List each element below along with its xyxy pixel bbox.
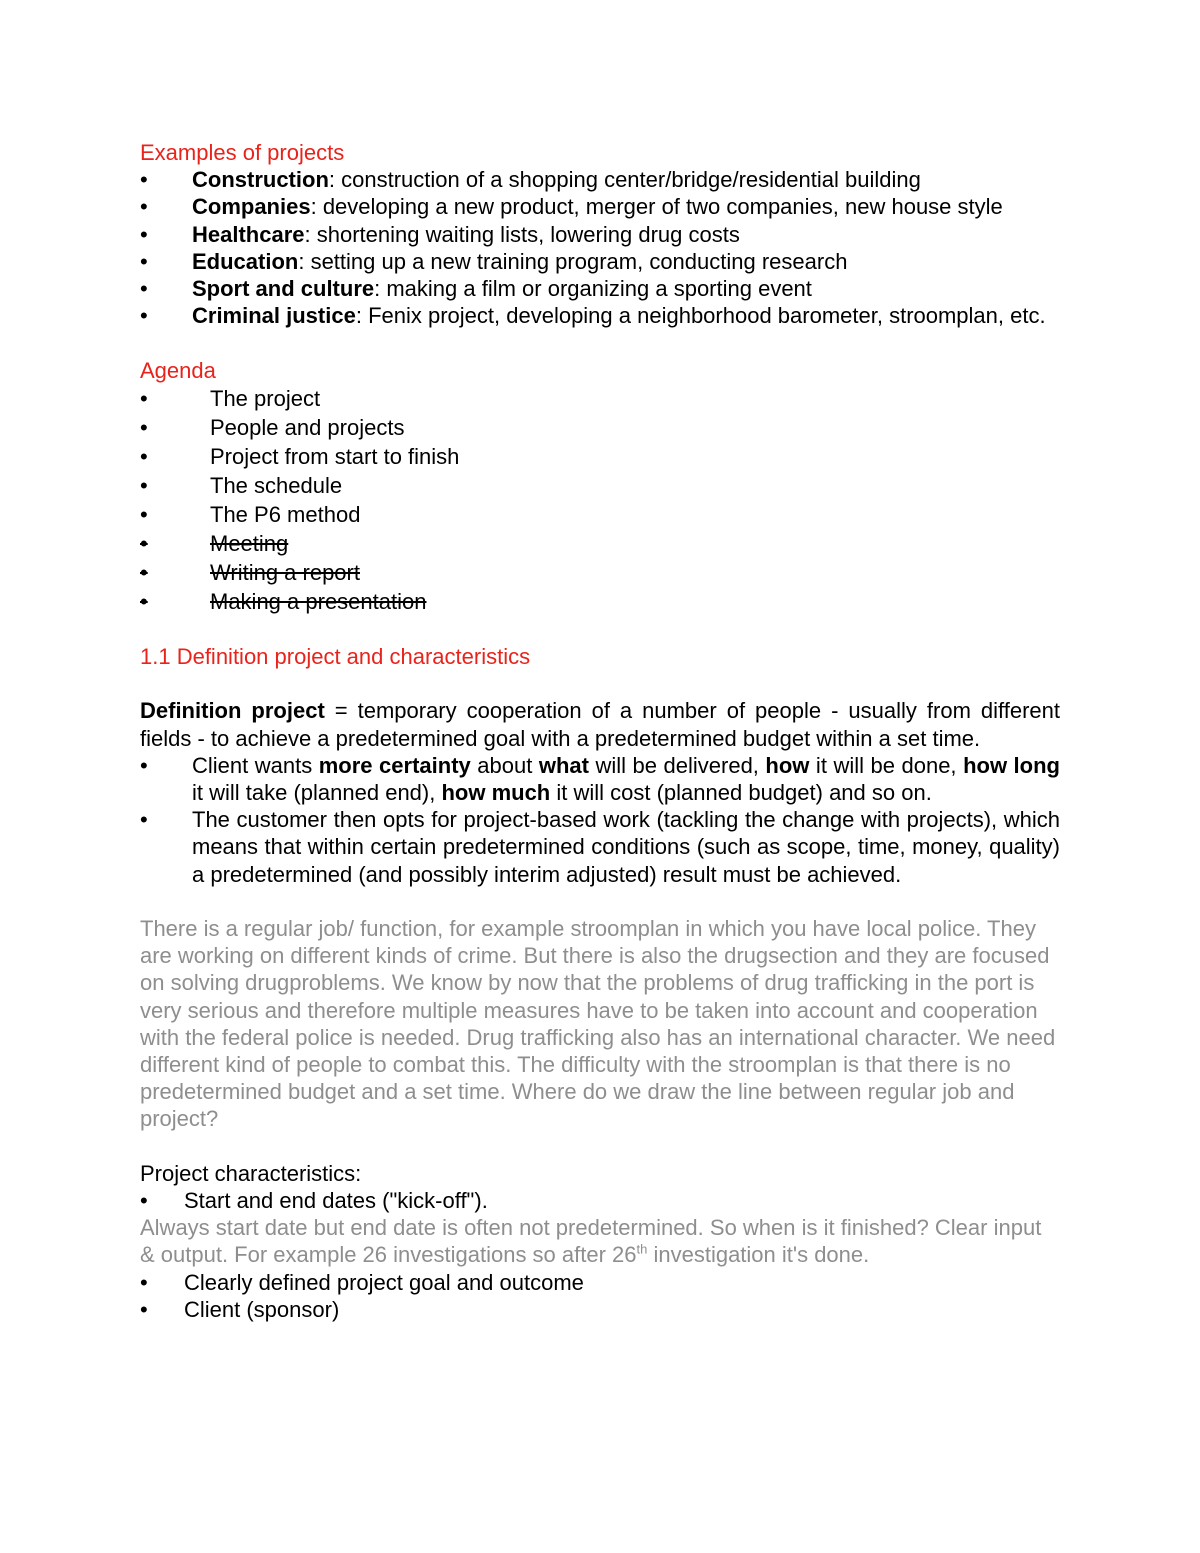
note-paragraph: There is a regular job/ function, for example stroomplan in which you have local police. They are working on different kinds of crime. But there is also the drugsection and they are focused on solving drugproblems. We know by now that the problems of drug trafficking in the port is very serious and therefore multiple measures have to be taken into account and cooperation with the federal police is needed. Drug trafficking also has an international character. We need different kind of people to combat this. The difficulty with the stroomplan is that there is no predetermined budget and a set time. Where do we draw the line between regular job and project? [140, 916, 1056, 1132]
bullet-icon: • [140, 303, 148, 329]
list-item [140, 302, 1060, 329]
item-text: : construction of a shopping center/bridge/residential building [328, 167, 921, 193]
bullet-icon: • [140, 1188, 148, 1214]
text-run: it will take (planned end), [192, 780, 442, 805]
characteristics-list [140, 1187, 1060, 1214]
spacer [140, 329, 1060, 356]
item-text: : shortening waiting lists, lowering drug costs [304, 221, 740, 247]
text-run: about [470, 752, 539, 778]
bullet-icon: • [140, 530, 148, 556]
bullet-icon: • [140, 588, 148, 614]
list-item [140, 1269, 1060, 1296]
list-item [140, 752, 1060, 806]
bullet-icon: • [140, 1296, 148, 1322]
characteristics-note [140, 1214, 1060, 1268]
agenda-list [140, 384, 1060, 616]
agenda-item [140, 384, 1060, 413]
spacer [140, 1133, 1060, 1160]
examples-list [140, 166, 1060, 329]
item-term: Criminal justice [192, 303, 356, 329]
bullet-icon: • [140, 1269, 148, 1295]
superscript: th [636, 1242, 648, 1258]
agenda-item-label: The P6 method [210, 501, 361, 527]
bullet-icon: • [140, 807, 148, 833]
item-text: : making a film or organizing a sporting event [374, 276, 812, 302]
item-term: Healthcare [192, 221, 305, 247]
text-run: it will be done, [809, 752, 964, 778]
section-heading: 1.1 Definition project and characteristics [140, 644, 531, 669]
document-content [140, 139, 1060, 1323]
bullet-icon: • [140, 385, 148, 411]
item-text: The customer then opts for project-based work (tackling the change with projects), which means that within certain predetermined conditions (such as scope, time, money, quality) a predetermined (and possibly interim adjusted) result must be achieved. [192, 807, 1060, 887]
item-text: Client (sponsor) [184, 1296, 340, 1322]
agenda-item [140, 529, 1060, 558]
agenda-item [140, 442, 1060, 471]
agenda-item-label: People and projects [210, 414, 405, 440]
text-run: it will cost (planned budget) and so on. [550, 780, 932, 805]
bullet-icon: • [140, 752, 148, 778]
list-item [140, 248, 1060, 275]
list-item [140, 166, 1060, 193]
text-run: Always start date but end date is often not predetermined. So when is it finished? Clear input & output. For example 26 investigations so after 26 [140, 1215, 1042, 1268]
definition-list [140, 752, 1060, 888]
agenda-item-label: The project [210, 385, 321, 411]
definition-paragraph [140, 697, 1060, 751]
agenda-heading: Agenda [140, 357, 216, 383]
item-text: Start and end dates ("kick-off"). [184, 1188, 488, 1214]
characteristics-heading: Project characteristics: [140, 1160, 362, 1186]
agenda-item [140, 500, 1060, 529]
item-term: Construction [192, 167, 329, 193]
bold-run: what [538, 752, 589, 778]
bullet-icon: • [140, 559, 148, 585]
text-run: will be delivered, [588, 752, 766, 778]
bold-run: how much [441, 780, 551, 805]
bold-run: how long [963, 752, 1060, 778]
item-text: Clearly defined project goal and outcome [184, 1269, 584, 1295]
agenda-item-label: Making a presentation [210, 588, 427, 614]
bullet-icon: • [140, 167, 148, 193]
agenda-item-label: Meeting [210, 530, 289, 556]
bold-run: more certainty [318, 752, 471, 778]
text-run: investigation it's done. [647, 1242, 870, 1268]
list-item [140, 221, 1060, 248]
item-term: Sport and culture [192, 276, 375, 302]
item-term: Companies [192, 194, 311, 220]
agenda-item-label: Writing a report [210, 559, 360, 585]
bullet-icon: • [140, 248, 148, 274]
characteristics-list-2 [140, 1269, 1060, 1323]
agenda-item [140, 587, 1060, 616]
bullet-icon: • [140, 414, 148, 440]
item-term: Education [192, 248, 299, 274]
bullet-icon: • [140, 472, 148, 498]
list-item [140, 1296, 1060, 1323]
item-text: : setting up a new training program, conducting research [298, 248, 848, 274]
agenda-item [140, 558, 1060, 587]
agenda-item-label: Project from start to finish [210, 443, 460, 469]
text-run: Client wants [192, 752, 319, 778]
bullet-icon: • [140, 443, 148, 469]
list-item [140, 193, 1060, 220]
bullet-icon: • [140, 194, 148, 220]
bold-run: how [765, 752, 810, 778]
definition-term: Definition project [140, 698, 325, 724]
list-item [140, 275, 1060, 302]
spacer [140, 616, 1060, 643]
agenda-item [140, 471, 1060, 500]
spacer [140, 670, 1060, 697]
examples-heading: Examples of projects [140, 140, 345, 165]
list-item [140, 1187, 1060, 1214]
agenda-item [140, 413, 1060, 442]
bullet-icon: • [140, 501, 148, 527]
definition-text: = temporary cooperation of a number of people - usually from different fields - to achieve a predetermined goal with a predetermined budget within a set time. [140, 698, 1060, 751]
item-text: : developing a new product, merger of two companies, new house style [310, 194, 1003, 220]
spacer [140, 888, 1060, 915]
bullet-icon: • [140, 221, 148, 247]
list-item [140, 806, 1060, 888]
agenda-item-label: The schedule [210, 472, 343, 498]
item-text: : Fenix project, developing a neighborhood barometer, stroomplan, etc. [355, 303, 1046, 329]
bullet-icon: • [140, 276, 148, 302]
